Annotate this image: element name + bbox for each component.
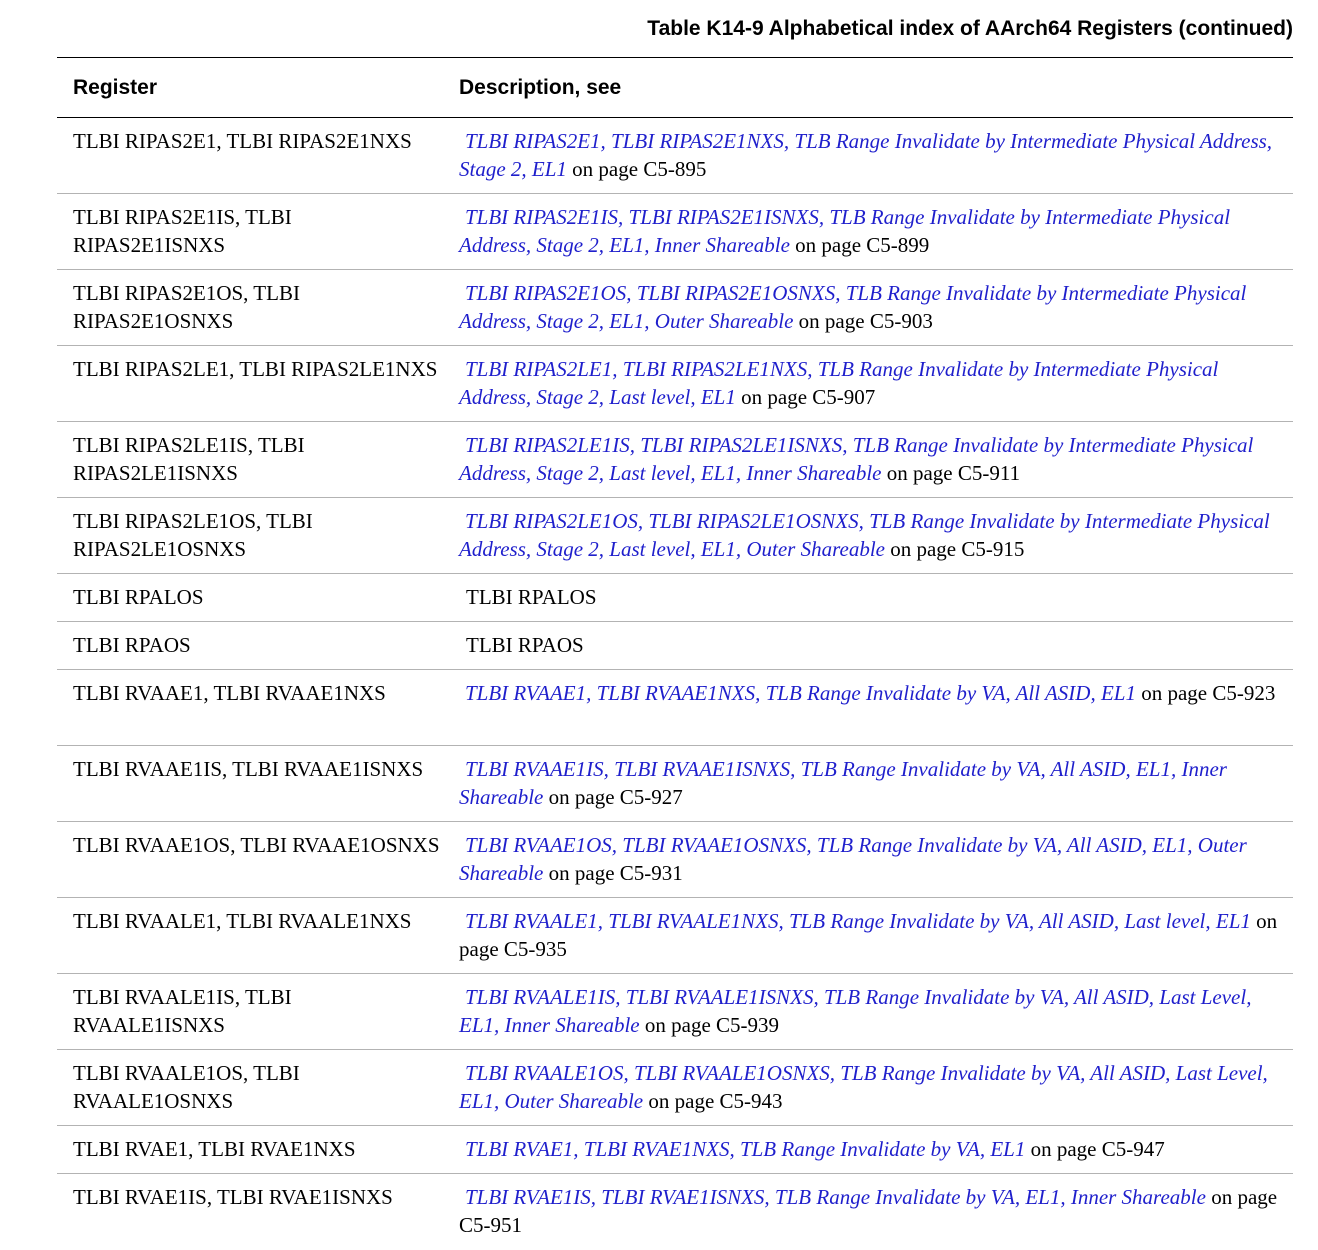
description-cell [444,1059,1293,1125]
register-cell: TLBI RIPAS2LE1IS, TLBI RIPAS2LE1ISNXS [73,433,305,485]
description-cell: TLBI RPALOS [466,585,597,609]
register-link[interactable]: TLBI RIPAS2LE1IS, TLBI RIPAS2LE1ISNXS, TLB Range Invalidate by Intermediate Physical Address, Stage 2, Last level, EL1, Inner Shareable [459,433,1254,485]
description-cell [444,279,1293,345]
page-reference: on page C5-903 [798,309,933,333]
register-cell: TLBI RVAALE1, TLBI RVAALE1NXS [73,909,412,933]
table-row [57,574,1293,622]
register-cell: TLBI RVAALE1IS, TLBI RVAALE1ISNXS [73,985,292,1037]
register-link[interactable]: TLBI RVAE1IS, TLBI RVAE1ISNXS, TLB Range Invalidate by VA, EL1, Inner Shareable [465,1185,1206,1209]
register-cell: TLBI RVAAE1IS, TLBI RVAAE1ISNXS [73,757,424,781]
register-cell: TLBI RVAE1, TLBI RVAE1NXS [73,1137,356,1161]
document-page [57,0,1293,1250]
page-reference: on page C5-899 [795,233,930,257]
register-cell: TLBI RPALOS [73,585,204,609]
register-cell: TLBI RIPAS2E1IS, TLBI RIPAS2E1ISNXS [73,205,292,257]
table-row [57,670,1293,746]
table-row [57,622,1293,670]
description-cell [444,983,1293,1049]
page-reference: on page C5-915 [890,537,1025,561]
page-reference: on page C5-931 [548,861,683,885]
description-cell [444,679,1293,745]
page-reference: on page C5-951 [459,1185,1278,1237]
register-cell: TLBI RIPAS2LE1OS, TLBI RIPAS2LE1OSNXS [73,509,313,561]
page-reference: on page C5-943 [648,1089,783,1113]
register-link[interactable]: TLBI RVAALE1IS, TLBI RVAALE1ISNXS, TLB Range Invalidate by VA, All ASID, Last Level, EL1, Inner Shareable [459,985,1252,1037]
description-cell [444,907,1293,973]
description-cell [444,355,1293,421]
register-cell: TLBI RIPAS2E1OS, TLBI RIPAS2E1OSNXS [73,281,300,333]
register-cell: TLBI RVAE1IS, TLBI RVAE1ISNXS [73,1185,393,1209]
table-row [57,898,1293,974]
register-cell: TLBI RVAALE1OS, TLBI RVAALE1OSNXS [73,1061,300,1113]
register-link[interactable]: TLBI RVAALE1OS, TLBI RVAALE1OSNXS, TLB Range Invalidate by VA, All ASID, Last Level, EL1, Outer Shareable [459,1061,1268,1113]
page-reference: on page C5-947 [1030,1137,1165,1161]
register-cell: TLBI RVAAE1OS, TLBI RVAAE1OSNXS [73,833,440,857]
description-cell [444,431,1293,497]
register-cell: TLBI RVAAE1, TLBI RVAAE1NXS [73,681,386,705]
register-cell: TLBI RPAOS [73,633,191,657]
page-reference: on page C5-927 [548,785,683,809]
description-cell [444,755,1293,821]
register-link[interactable]: TLBI RVAE1, TLBI RVAE1NXS, TLB Range Invalidate by VA, EL1 [465,1137,1026,1161]
table-row [57,746,1293,822]
register-link[interactable]: TLBI RIPAS2E1IS, TLBI RIPAS2E1ISNXS, TLB Range Invalidate by Intermediate Physical Address, Stage 2, EL1, Inner Shareable [459,205,1231,257]
register-link[interactable]: TLBI RVAAE1, TLBI RVAAE1NXS, TLB Range Invalidate by VA, All ASID, EL1 [465,681,1136,705]
page-reference: on page C5-907 [741,385,876,409]
register-link[interactable]: TLBI RIPAS2LE1, TLBI RIPAS2LE1NXS, TLB Range Invalidate by Intermediate Physical Address, Stage 2, Last level, EL1 [459,357,1219,409]
register-link[interactable]: TLBI RVAAE1OS, TLBI RVAAE1OSNXS, TLB Range Invalidate by VA, All ASID, EL1, Outer Shareable [459,833,1247,885]
table-row [57,974,1293,1050]
page-reference: on page C5-939 [644,1013,780,1037]
page-reference: on page C5-935 [459,909,1278,961]
register-cell: TLBI RIPAS2LE1, TLBI RIPAS2LE1NXS [73,357,438,381]
table-row [57,1050,1293,1126]
description-cell [444,203,1293,269]
header-description: Description, see [459,75,622,99]
description-cell [444,1183,1293,1250]
description-cell: TLBI RPAOS [466,633,584,657]
table-row [57,422,1293,498]
description-cell [444,1135,1293,1173]
register-link[interactable]: TLBI RVAALE1, TLBI RVAALE1NXS, TLB Range Invalidate by VA, All ASID, Last level, EL1 [465,909,1251,933]
register-cell: TLBI RIPAS2E1, TLBI RIPAS2E1NXS [73,129,412,153]
table-row [57,822,1293,898]
table-row [57,118,1293,194]
table-caption: Table K14-9 Alphabetical index of AArch64 Registers (continued) [57,0,1293,58]
header-register: Register [73,75,158,99]
table-header [57,58,1293,118]
description-cell [444,831,1293,897]
table-row [57,270,1293,346]
table-row [57,194,1293,270]
table-row [57,1174,1293,1250]
register-link[interactable]: TLBI RIPAS2LE1OS, TLBI RIPAS2LE1OSNXS, TLB Range Invalidate by Intermediate Physical Address, Stage 2, Last level, EL1, Outer Shareable [459,509,1270,561]
description-cell [444,127,1293,193]
description-cell [444,507,1293,573]
page-reference: on page C5-923 [1141,681,1276,705]
register-link[interactable]: TLBI RIPAS2E1OS, TLBI RIPAS2E1OSNXS, TLB Range Invalidate by Intermediate Physical Address, Stage 2, EL1, Outer Shareable [459,281,1247,333]
table-row [57,346,1293,422]
register-link[interactable]: TLBI RVAAE1IS, TLBI RVAAE1ISNXS, TLB Range Invalidate by VA, All ASID, EL1, Inner Shareable [459,757,1227,809]
table-row [57,1126,1293,1174]
page-reference: on page C5-895 [572,157,707,181]
table-row [57,498,1293,574]
register-link[interactable]: TLBI RIPAS2E1, TLBI RIPAS2E1NXS, TLB Range Invalidate by Intermediate Physical Address, Stage 2, EL1 [459,129,1273,181]
page-reference: on page C5-911 [886,461,1021,485]
